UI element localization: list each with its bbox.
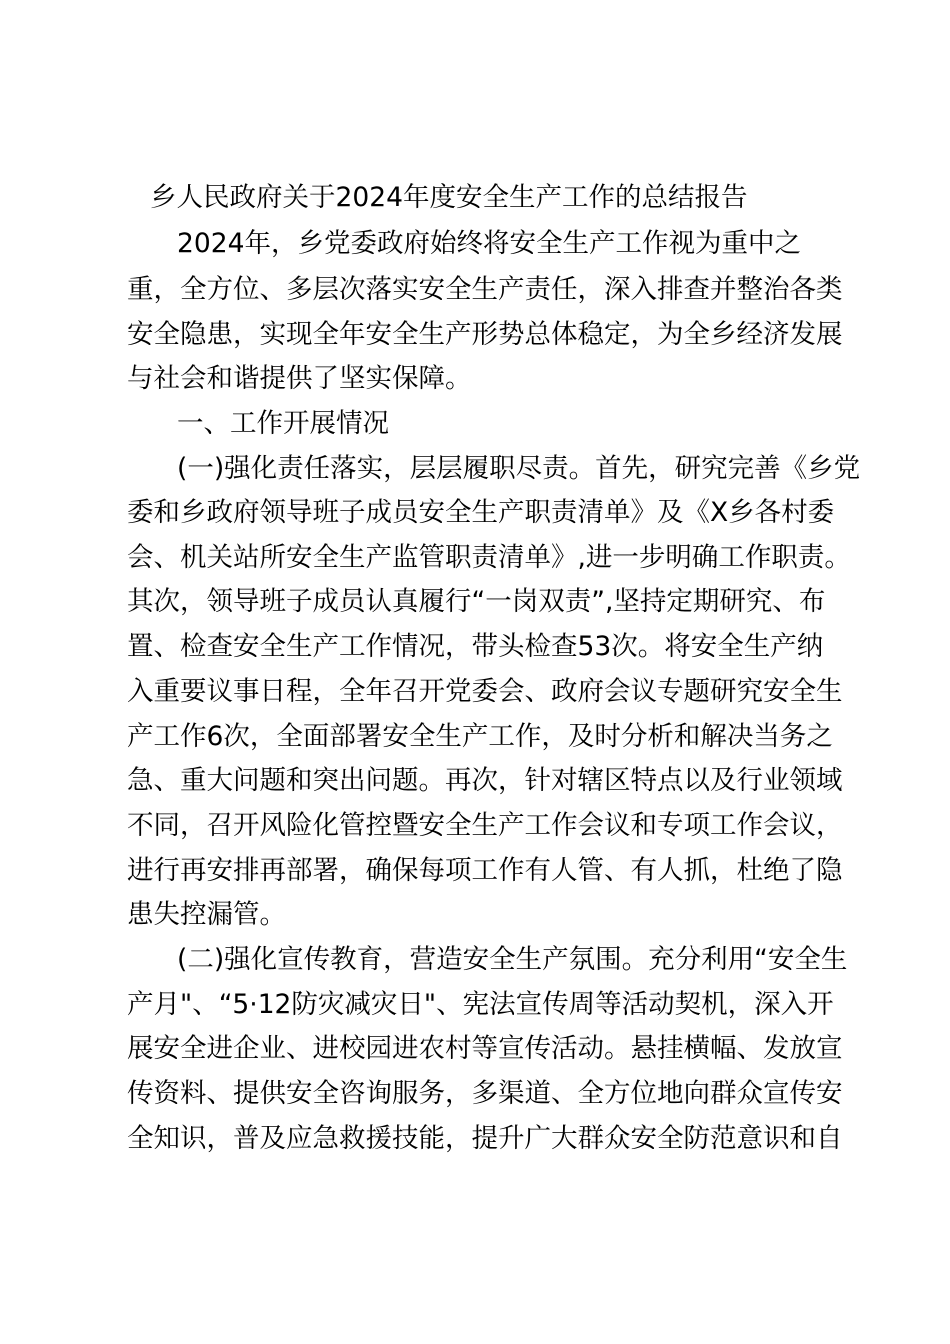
paragraph-line: (二)强化宣传教育，营造安全生产氛围。充分利用“安全生 [177,944,848,975]
paragraph-line: 其次，领导班子成员认真履行“一岗双责”,坚持定期研究、布 [127,586,826,617]
document-title: 乡人民政府关于2024年度安全生产工作的总结报告 [150,182,748,213]
paragraph-line: (一)强化责任落实，层层履职尽责。首先，研究完善《乡党 [177,453,861,484]
paragraph-line: 传资料、提供安全咨询服务，多渠道、全方位地向群众宣传安 [127,1078,843,1109]
paragraph-line: 会、机关站所安全生产监管职责清单》,进一步明确工作职责。 [127,542,851,573]
paragraph-line: 与社会和谐提供了坚实保障。 [127,363,472,394]
paragraph-line: 产工作6次，全面部署安全生产工作，及时分析和解决当务之 [127,721,833,752]
paragraph-line: 重，全方位、多层次落实安全生产责任，深入排查并整治各类 [127,274,843,305]
paragraph-line: 患失控漏管。 [127,899,286,930]
section-heading: 一、工作开展情况 [177,408,389,439]
paragraph-line: 全知识，普及应急救援技能，提升广大群众安全防范意识和自 [127,1123,843,1154]
paragraph-line: 入重要议事日程，全年召开党委会、政府会议专题研究安全生 [127,676,843,707]
paragraph-line: 置、检查安全生产工作情况，带头检查53次。将安全生产纳 [127,631,824,662]
paragraph-line: 不同，召开风险化管控暨安全生产工作会议和专项工作会议， [127,810,843,841]
paragraph-line: 2024年，乡党委政府始终将安全生产工作视为重中之 [177,228,801,259]
paragraph-line: 委和乡政府领导班子成员安全生产职责清单》及《X乡各村委 [127,497,835,528]
paragraph-line: 产月"、“5·12防灾减灾日"、宪法宣传周等活动契机，深入开 [127,989,834,1020]
paragraph-line: 急、重大问题和突出问题。再次，针对辖区特点以及行业领域 [127,765,843,796]
paragraph-line: 安全隐患，实现全年安全生产形势总体稳定，为全乡经济发展 [127,319,843,350]
paragraph-line: 进行再安排再部署，确保每项工作有人管、有人抓，杜绝了隐 [127,855,843,886]
paragraph-line: 展安全进企业、进校园进农村等宣传活动。悬挂横幅、发放宣 [127,1033,843,1064]
